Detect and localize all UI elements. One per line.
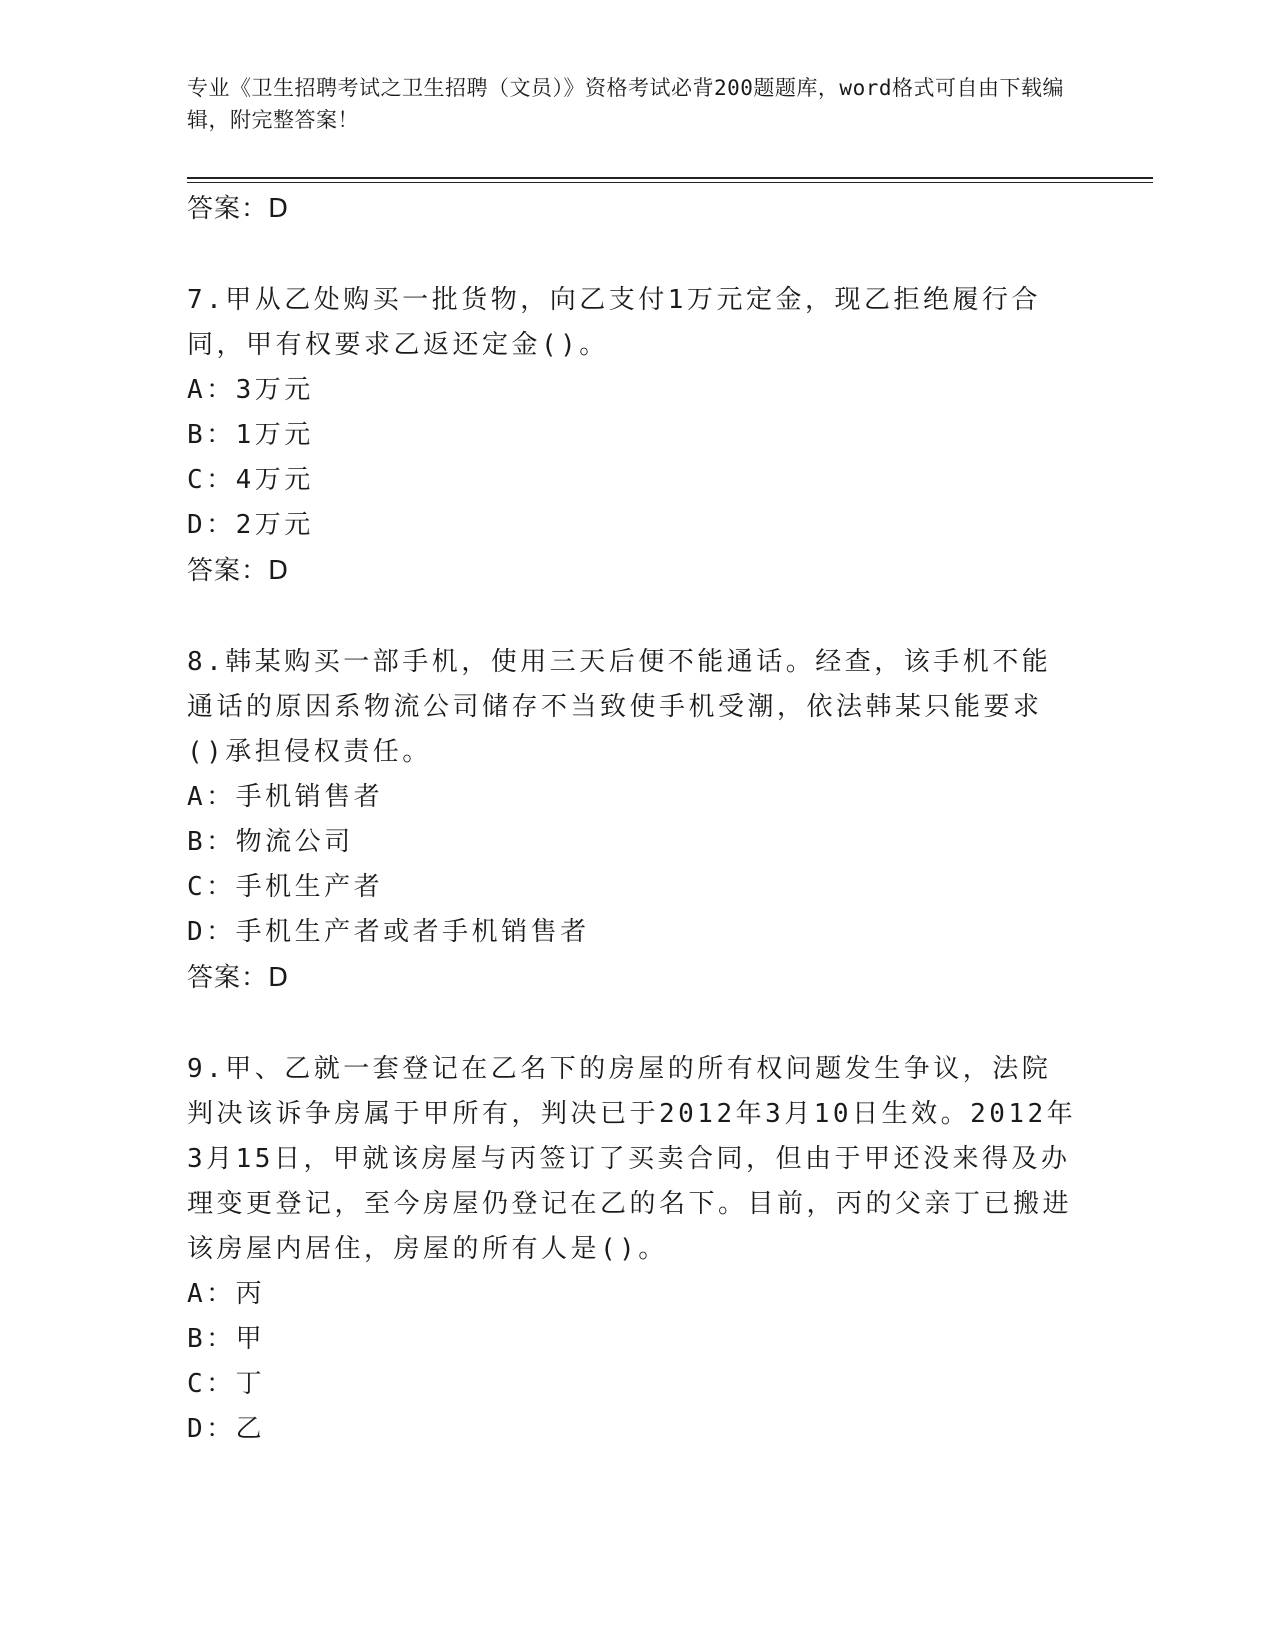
option-d: D：2万元 (187, 510, 314, 540)
option-a: A：3万元 (187, 375, 314, 405)
document-body (187, 186, 1077, 1452)
block-spacer (187, 232, 1077, 278)
answer-label: 答案：D (187, 194, 290, 224)
document-header: 专业《卫生招聘考试之卫生招聘（文员）》资格考试必背200题题库，word格式可自由下载编辑，附完整答案！ (187, 76, 1064, 132)
option-c: C：4万元 (187, 465, 314, 495)
block-spacer (187, 1001, 1077, 1047)
option-a: A：丙 (187, 1279, 266, 1309)
option-c: C：丁 (187, 1369, 266, 1399)
answer-label: 答案：D (187, 963, 290, 993)
block-spacer (187, 594, 1077, 640)
header-rule-thin (187, 182, 1153, 183)
question-9: 9.甲、乙就一套登记在乙名下的房屋的所有权问题发生争议，法院判决该诉争房属于甲所有，判决已于2012年3月10日生效。2012年3月15日，甲就该房屋与丙签订了买卖合同，但由于甲还没来得及办理变更登记，至今房屋仍登记在乙的名下。目前，丙的父亲丁已搬进该房屋内居住，房屋的所有人是()。 (187, 1054, 1077, 1264)
option-d: D：乙 (187, 1414, 266, 1444)
option-b: B：甲 (187, 1324, 266, 1354)
option-c: C：手机生产者 (187, 872, 384, 902)
option-d: D：手机生产者或者手机销售者 (187, 917, 590, 947)
question-8: 8.韩某购买一部手机，使用三天后便不能通话。经查，该手机不能通话的原因系物流公司储存不当致使手机受潮，依法韩某只能要求()承担侵权责任。 (187, 647, 1052, 767)
answer-label: 答案：D (187, 556, 290, 586)
question-7: 7.甲从乙处购买一批货物，向乙支付1万元定金，现乙拒绝履行合同，甲有权要求乙返还定金()。 (187, 285, 1041, 360)
header-rule-thick (187, 177, 1153, 179)
option-b: B：1万元 (187, 420, 314, 450)
option-b: B：物流公司 (187, 827, 354, 857)
option-a: A：手机销售者 (187, 782, 384, 812)
